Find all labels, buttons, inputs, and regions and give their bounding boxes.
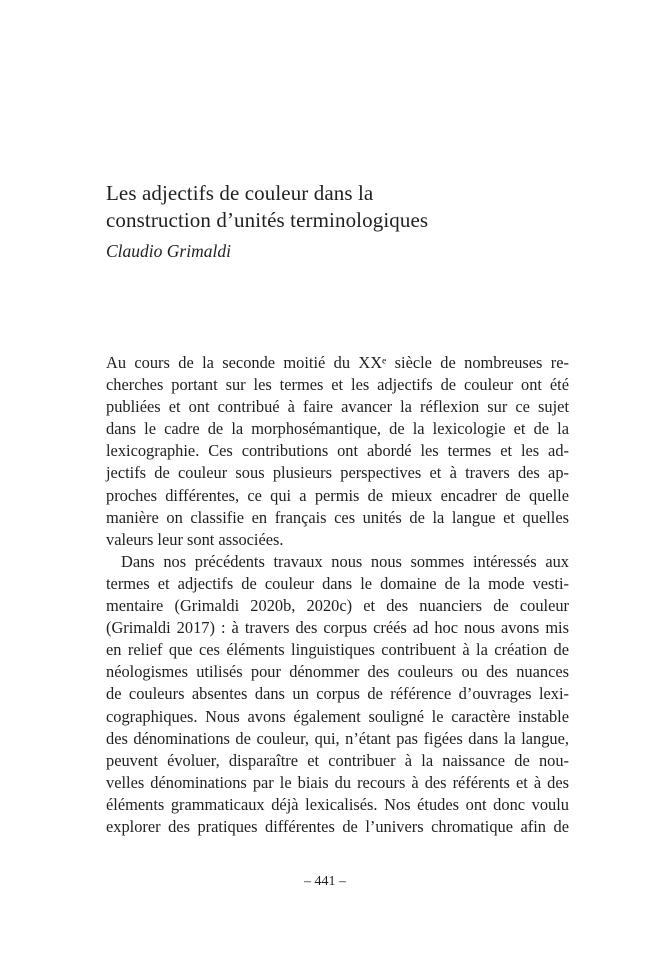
- paragraph-line: velles dénominations par le biais du recours à des référents et à des: [106, 772, 569, 792]
- paragraph-line: cherches portant sur les termes et les adjectifs de couleur ont été: [106, 375, 569, 395]
- paragraph-line: explorer des pratiques différentes de l’univers chromatique afin de: [106, 816, 569, 836]
- paragraph-line: Au cours de la seconde moitié du XXᵉ siècle de nombreuses re-: [106, 353, 569, 372]
- paragraph-line: de couleurs absentes dans un corpus de référence d’ouvrages lexi-: [106, 684, 569, 704]
- paragraph-line: peuvent évoluer, disparaître et contribuer à la naissance de nou-: [106, 750, 569, 770]
- paragraph-line: Dans nos précédents travaux nous nous sommes intéressés aux: [121, 551, 569, 571]
- paragraph-line: (Grimaldi 2017) : à travers des corpus créés ad hoc nous avons mis: [106, 618, 569, 638]
- paragraph-line: en relief que ces éléments linguistiques contribuent à la création de: [106, 640, 569, 660]
- chapter-author: Claudio Grimaldi: [106, 241, 231, 261]
- paragraph-line: manière on classifie en français ces unités de la langue et quelles: [106, 507, 569, 527]
- chapter-title-line: Les adjectifs de couleur dans la: [106, 181, 374, 205]
- paragraph-line: termes et adjectifs de couleur dans le domaine de la mode vesti-: [106, 573, 569, 593]
- paragraph-line: des dénominations de couleur, qui, n’étant pas figées dans la langue,: [106, 728, 569, 748]
- paragraph-line: publiées et ont contribué à faire avancer la réflexion sur ce sujet: [106, 397, 569, 417]
- paragraph-line: dans le cadre de la morphosémantique, de la lexicologie et de la: [106, 419, 569, 439]
- chapter-heading: [106, 180, 566, 263]
- chapter-title-line: construction d’unités terminologiques: [106, 208, 429, 232]
- paragraph-line: cographiques. Nous avons également souligné le caractère instable: [106, 706, 569, 726]
- paragraph-line: éléments grammaticaux déjà lexicalisés. Nos études ont donc voulu: [106, 794, 569, 814]
- paragraph-line: proches différentes, ce qui a permis de mieux encadrer de quelle: [106, 485, 569, 505]
- body-text: [106, 352, 569, 838]
- paragraph-line: lexicographie. Ces contributions ont abordé les termes et les ad-: [106, 441, 569, 461]
- page-number: – 441 –: [304, 874, 346, 889]
- paragraph-line: néologismes utilisés pour dénommer des couleurs ou des nuances: [106, 662, 569, 682]
- paragraph-line: mentaire (Grimaldi 2020b, 2020c) et des nuanciers de couleur: [106, 596, 569, 616]
- paragraph-line: valeurs leur sont associées.: [106, 529, 284, 549]
- paragraph-line: jectifs de couleur sous plusieurs perspectives et à travers des ap-: [106, 463, 569, 483]
